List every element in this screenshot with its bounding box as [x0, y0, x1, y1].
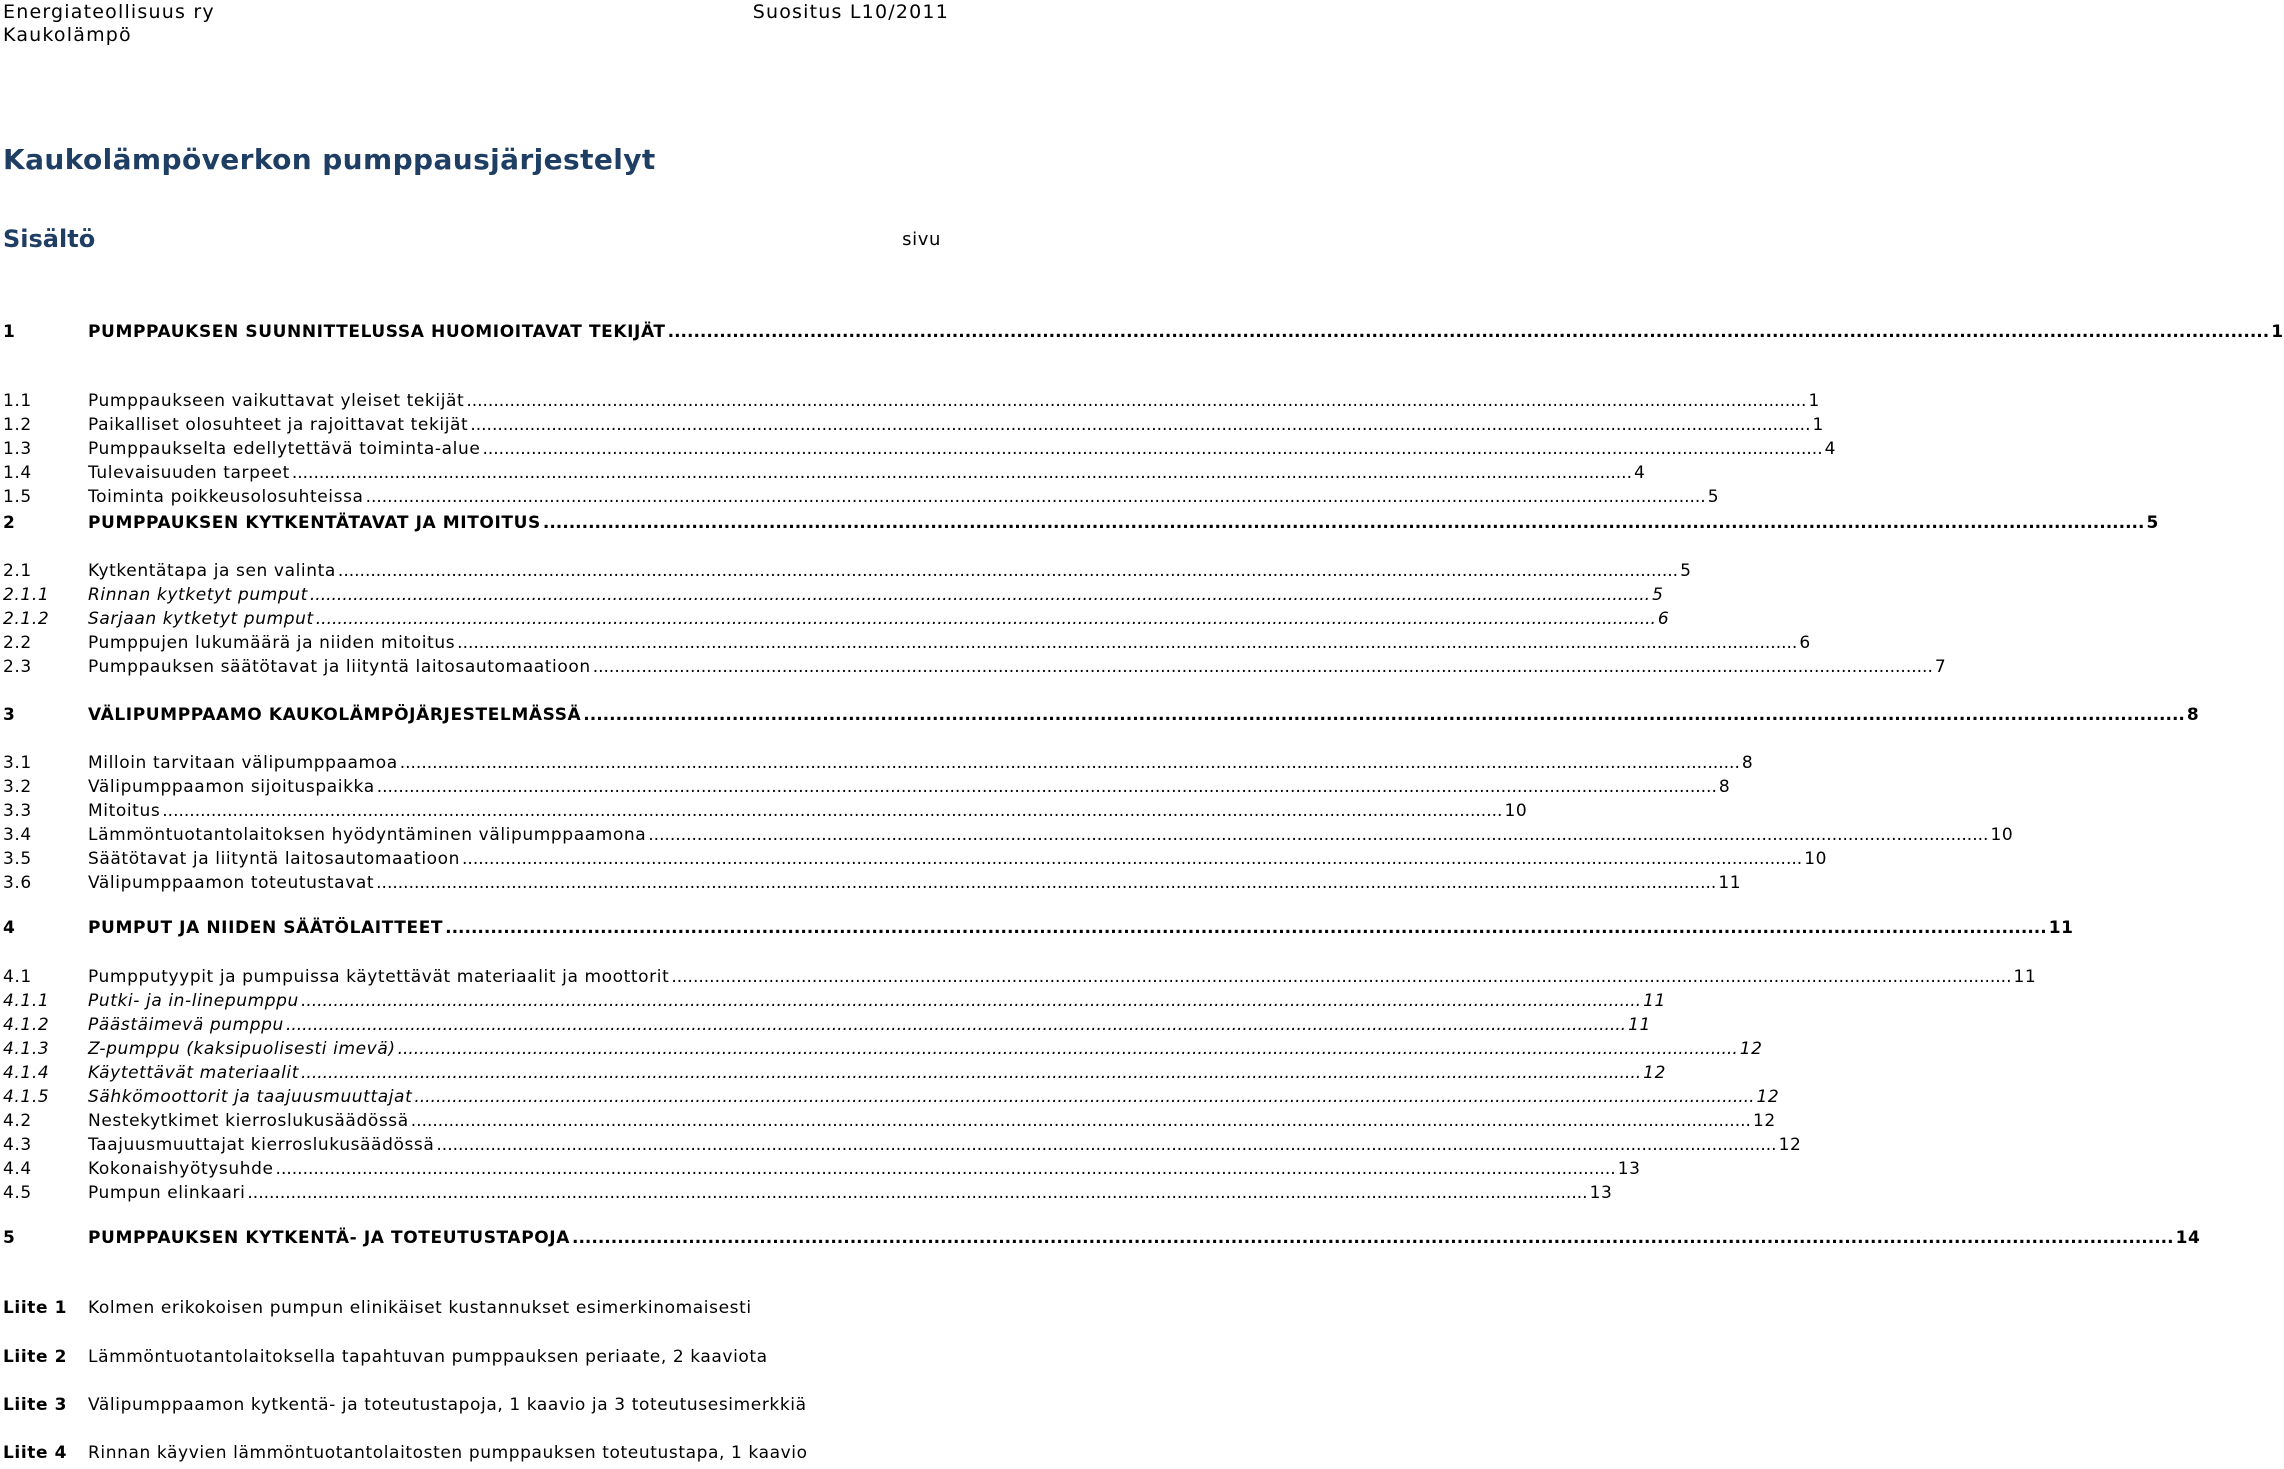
toc-dot-leader: [398, 1039, 1738, 1059]
toc-entry[interactable]: [3, 849, 1828, 873]
toc-entry[interactable]: [3, 1087, 1780, 1111]
toc-entry-title: Sarjaan kytketyt pumput: [88, 609, 314, 629]
toc-entry-page: 11: [2013, 967, 2037, 987]
toc-dot-leader: [276, 1159, 1616, 1179]
toc-entry-page: 6: [1799, 633, 1811, 653]
toc-dot-leader: [593, 657, 1933, 677]
toc-dot-leader: [377, 777, 1717, 797]
toc-entry-title: Paikalliset olosuhteet ja rajoittavat tekijät: [88, 415, 469, 435]
toc-entry-title: Milloin tarvitaan välipumppaamoa: [88, 753, 398, 773]
toc-entry[interactable]: [3, 918, 2074, 942]
toc-entry[interactable]: [3, 657, 1947, 681]
toc-dot-leader: [338, 561, 1678, 581]
toc-dot-leader: [292, 463, 1632, 483]
toc-entry-page: 5: [2146, 513, 2159, 533]
appendix-label: Liite 1: [3, 1298, 68, 1318]
toc-entry-number: 3.3: [3, 801, 32, 821]
toc-entry-title: Putki- ja in-linepumppu: [88, 991, 299, 1011]
toc-entry-title: PUMPPAUKSEN KYTKENTÄTAVAT JA MITOITUS: [88, 513, 541, 533]
toc-entry-page: 4: [1634, 463, 1646, 483]
toc-entry-number: 4.1.3: [3, 1039, 50, 1059]
toc-entry-title: Pumpputyypit ja pumpuissa käytettävät materiaalit ja moottorit: [88, 967, 670, 987]
toc-entry-page: 12: [1739, 1039, 1763, 1059]
toc-entry[interactable]: [3, 1015, 1651, 1039]
toc-entry-title: Mitoitus: [88, 801, 161, 821]
toc-entry-number: 2.1: [3, 561, 32, 581]
toc-entry-page: 12: [1778, 1135, 1802, 1155]
toc-entry-number: 4: [3, 918, 16, 938]
toc-entry-title: Kytkentätapa ja sen valinta: [88, 561, 336, 581]
toc-entry-number: 1.5: [3, 487, 32, 507]
toc-dot-leader: [310, 585, 1650, 605]
toc-entry[interactable]: [3, 561, 1692, 585]
toc-entry-number: 2.2: [3, 633, 32, 653]
toc-entry-title: Pumpun elinkaari: [88, 1183, 246, 1203]
toc-dot-leader: [247, 1183, 1587, 1203]
toc-entry-title: VÄLIPUMPPAAMO KAUKOLÄMPÖJÄRJESTELMÄSSÄ: [88, 705, 582, 725]
toc-entry-number: 3.5: [3, 849, 32, 869]
appendix-entry[interactable]: [3, 1395, 807, 1421]
toc-entry[interactable]: [3, 1135, 1802, 1159]
toc-entry[interactable]: [3, 753, 1754, 777]
toc-entry[interactable]: [3, 991, 1666, 1015]
toc-entry-page: 5: [1652, 585, 1664, 605]
toc-entry-number: 3.1: [3, 753, 32, 773]
recommendation-reference: Suositus L10/2011: [752, 1, 949, 23]
toc-entry[interactable]: [3, 967, 2037, 991]
toc-entry-number: 4.1.5: [3, 1087, 50, 1107]
toc-entry-page: 4: [1824, 439, 1837, 459]
toc-entry-title: Sähkömoottorit ja taajuusmuuttajat: [88, 1087, 413, 1107]
toc-entry[interactable]: [3, 463, 1646, 487]
toc-entry-page: 13: [1589, 1183, 1613, 1203]
toc-entry-title: Välipumppaamon toteutustavat: [88, 873, 375, 893]
toc-entry[interactable]: [3, 1063, 1667, 1087]
toc-entry-number: 5: [3, 1228, 16, 1248]
toc-dot-leader: [376, 873, 1716, 893]
toc-dot-leader: [301, 1063, 1641, 1083]
toc-entry-number: 3.2: [3, 777, 32, 797]
toc-dot-leader: [648, 825, 1988, 845]
toc-entry-page: 11: [1718, 873, 1742, 893]
toc-entry-number: 1: [3, 322, 16, 342]
toc-dot-leader: [470, 415, 1810, 435]
toc-entry-title: Kokonaishyötysuhde: [88, 1159, 274, 1179]
toc-dot-leader: [162, 801, 1502, 821]
toc-dot-leader: [445, 918, 2047, 938]
department-name: Kaukolämpö: [3, 24, 132, 46]
toc-entry[interactable]: [3, 801, 1528, 825]
toc-entry-number: 4.1.1: [3, 991, 50, 1011]
toc-entry[interactable]: [3, 705, 2200, 729]
toc-entry-title: Välipumppaamon sijoituspaikka: [88, 777, 375, 797]
toc-entry[interactable]: [3, 391, 1820, 415]
toc-entry[interactable]: [3, 873, 1742, 897]
toc-dot-leader: [457, 633, 1797, 653]
toc-entry-page: 10: [1990, 825, 2014, 845]
toc-entry[interactable]: [3, 825, 2014, 849]
toc-entry-number: 4.1.4: [3, 1063, 50, 1083]
page-column-label: sivu: [902, 229, 941, 250]
toc-entry-page: 10: [1504, 801, 1528, 821]
toc-entry-title: Toiminta poikkeusolosuhteissa: [88, 487, 364, 507]
toc-entry[interactable]: [3, 487, 1720, 511]
toc-entry-title: PUMPPAUKSEN KYTKENTÄ- JA TOTEUTUSTAPOJA: [88, 1228, 570, 1248]
toc-dot-leader: [543, 513, 2145, 533]
toc-entry-page: 6: [1657, 609, 1670, 629]
appendix-title: Kolmen erikokoisen pumpun elinikäiset kustannukset esimerkinomaisesti: [88, 1298, 752, 1318]
toc-entry-title: Nestekytkimet kierroslukusäädössä: [88, 1111, 409, 1131]
toc-entry[interactable]: [3, 1228, 2201, 1252]
toc-entry-number: 2.1.1: [3, 585, 50, 605]
toc-entry[interactable]: [3, 513, 2159, 537]
toc-dot-leader: [414, 1087, 1754, 1107]
toc-dot-leader: [411, 1111, 1751, 1131]
toc-entry-page: 11: [1628, 1015, 1651, 1035]
toc-entry-page: 1: [2271, 322, 2284, 342]
toc-dot-leader: [671, 967, 2011, 987]
toc-entry[interactable]: [3, 777, 1731, 801]
toc-entry-title: Käytettävät materiaalit: [88, 1063, 300, 1083]
document-title: Kaukolämpöverkon pumppausjärjestelyt: [3, 143, 656, 176]
toc-entry-number: 2.1.2: [3, 609, 50, 629]
toc-entry-page: 8: [1741, 753, 1754, 773]
appendix-entry[interactable]: [3, 1347, 768, 1373]
toc-entry-number: 2: [3, 513, 16, 533]
toc-entry-title: Taajuusmuuttajat kierroslukusäädössä: [88, 1135, 435, 1155]
toc-entry-title: Z-pumppu (kaksipuolisesti imevä): [88, 1039, 396, 1059]
toc-entry-number: 4.3: [3, 1135, 32, 1155]
toc-entry-page: 12: [1643, 1063, 1667, 1083]
toc-entry-page: 14: [2175, 1228, 2201, 1248]
toc-entry-number: 4.2: [3, 1111, 32, 1131]
toc-entry-number: 4.5: [3, 1183, 32, 1203]
toc-entry-page: 12: [1756, 1087, 1780, 1107]
toc-entry[interactable]: [3, 1159, 1641, 1183]
appendix-label: Liite 4: [3, 1443, 68, 1463]
toc-entry-number: 1.1: [3, 391, 32, 411]
toc-entry-number: 1.3: [3, 439, 32, 459]
toc-entry-number: 2.3: [3, 657, 32, 677]
toc-entry-title: Pumppaukselta edellytettävä toiminta-alue: [88, 439, 481, 459]
toc-entry-title: Rinnan kytketyt pumput: [88, 585, 308, 605]
toc-dot-leader: [316, 609, 1656, 629]
toc-dot-leader: [572, 1228, 2174, 1248]
toc-entry-number: 3.4: [3, 825, 32, 845]
toc-entry-page: 8: [2186, 705, 2200, 725]
toc-entry-page: 11: [2048, 918, 2074, 938]
appendix-label: Liite 3: [3, 1395, 68, 1415]
toc-entry-page: 10: [1804, 849, 1828, 869]
toc-entry-page: 12: [1752, 1111, 1776, 1131]
toc-entry-title: Päästäimevä pumppu: [88, 1015, 284, 1035]
toc-entry[interactable]: [3, 1039, 1763, 1063]
toc-entry-title: Pumppauksen säätötavat ja liityntä laitosautomaatioon: [88, 657, 591, 677]
toc-dot-leader: [482, 439, 1822, 459]
toc-dot-leader: [436, 1135, 1776, 1155]
toc-dot-leader: [286, 1015, 1626, 1035]
toc-entry-page: 1: [1808, 391, 1820, 411]
toc-entry-title: Säätötavat ja liityntä laitosautomaatioon: [88, 849, 461, 869]
toc-entry[interactable]: [3, 585, 1664, 609]
toc-entry-title: Lämmöntuotantolaitoksen hyödyntäminen välipumppaamona: [88, 825, 647, 845]
toc-entry-number: 1.4: [3, 463, 32, 483]
organization-name: Energiateollisuus ry: [3, 1, 215, 23]
toc-entry-page: 5: [1707, 487, 1720, 507]
toc-entry[interactable]: [3, 415, 1824, 439]
toc-entry-number: 4.1: [3, 967, 32, 987]
appendix-title: Rinnan käyvien lämmöntuotantolaitosten pumppauksen toteutustapa, 1 kaavio: [88, 1443, 808, 1463]
toc-entry-title: Pumppujen lukumäärä ja niiden mitoitus: [88, 633, 456, 653]
toc-dot-leader: [668, 322, 2270, 342]
appendix-label: Liite 2: [3, 1347, 68, 1367]
toc-entry-page: 7: [1934, 657, 1947, 677]
toc-entry[interactable]: [3, 1111, 1776, 1135]
appendix-title: Lämmöntuotantolaitoksella tapahtuvan pumppauksen periaate, 2 kaaviota: [88, 1347, 768, 1367]
toc-entry-page: 8: [1718, 777, 1731, 797]
toc-dot-leader: [462, 849, 1802, 869]
toc-entry[interactable]: [3, 322, 2284, 346]
toc-entry-page: 1: [1812, 415, 1824, 435]
toc-dot-leader: [583, 705, 2185, 725]
appendix-entry[interactable]: [3, 1298, 752, 1324]
toc-entry-number: 3: [3, 705, 16, 725]
appendix-title: Välipumppaamon kytkentä- ja toteutustapoja, 1 kaavio ja 3 toteutusesimerkkiä: [88, 1395, 807, 1415]
toc-dot-leader: [301, 991, 1641, 1011]
toc-entry-page: 13: [1617, 1159, 1641, 1179]
toc-entry[interactable]: [3, 439, 1837, 463]
toc-heading: Sisältö: [3, 225, 96, 253]
toc-entry-number: 4.4: [3, 1159, 32, 1179]
toc-dot-leader: [366, 487, 1706, 507]
toc-entry-title: Pumppaukseen vaikuttavat yleiset tekijät: [88, 391, 465, 411]
appendix-entry[interactable]: [3, 1443, 808, 1469]
toc-entry[interactable]: [3, 609, 1670, 633]
toc-entry-page: 11: [1643, 991, 1666, 1011]
toc-entry-title: PUMPPAUKSEN SUUNNITTELUSSA HUOMIOITAVAT TEKIJÄT: [88, 322, 666, 342]
toc-entry[interactable]: [3, 633, 1811, 657]
toc-dot-leader: [466, 391, 1806, 411]
toc-entry-title: Tulevaisuuden tarpeet: [88, 463, 290, 483]
toc-entry[interactable]: [3, 1183, 1613, 1207]
toc-entry-number: 1.2: [3, 415, 32, 435]
toc-entry-number: 3.6: [3, 873, 32, 893]
toc-entry-title: PUMPUT JA NIIDEN SÄÄTÖLAITTEET: [88, 918, 444, 938]
toc-entry-page: 5: [1680, 561, 1692, 581]
toc-entry-number: 4.1.2: [3, 1015, 50, 1035]
toc-dot-leader: [400, 753, 1740, 773]
